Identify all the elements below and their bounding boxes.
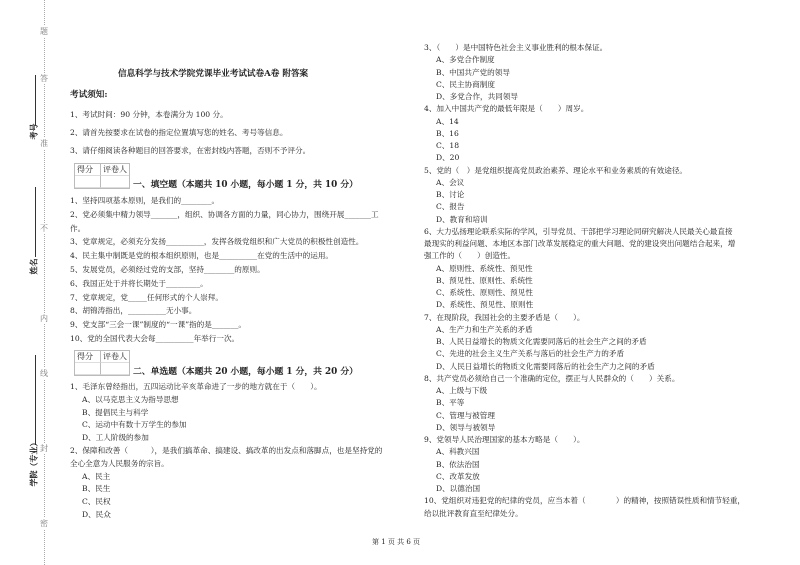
question-line: 3、（ ）是中国特色社会主义事业胜利的根本保证。: [424, 43, 608, 52]
question-line: 9、党支部“三会一课”制度的“一课”指的是_______。: [70, 320, 247, 330]
answer-option: D、以德治国: [436, 484, 481, 493]
answer-option: D、系统性、预见性、原则性: [436, 300, 534, 310]
answer-option: D、教育和培训: [436, 214, 488, 224]
answer-option: A、生产力和生产关系的矛盾: [436, 324, 533, 334]
score-cell: [75, 363, 101, 375]
grader-header: 评卷人: [103, 352, 127, 361]
answer-option: D、多党合作，共同领导: [436, 92, 519, 101]
question-line: 最现实的利益问题、本地区本部门改革发展稳定的重大问题、党的建设突出问题结合起来，增: [424, 239, 736, 248]
question-line: 8、胡锦涛指出，__________无小事。: [70, 306, 197, 316]
binding-char: 内: [40, 314, 48, 323]
grader-cell: [101, 176, 129, 188]
exam-no-line: [35, 75, 36, 125]
question-line: 5、发展党员，必须经过党的支部，坚持________的原则。: [70, 264, 265, 274]
answer-option: A、上级与下级: [436, 386, 488, 395]
answer-option: C、民权: [82, 497, 111, 507]
question-line: 6、大力弘扬理论联系实际的学风，引导党员、干部把学习理论同研究解决人民最关心最直接: [424, 226, 733, 236]
question-line: 2、党必须集中精力领导_______，组织、协调各方面的力量，同心协力，围绕开展_______工: [70, 209, 379, 219]
question-line: 10、党的全国代表大会每__________年举行一次。: [70, 333, 240, 343]
question-line: 8、共产党员必须给自己一个准确的定位，摆正与人民群众的（ ）关系。: [424, 373, 680, 383]
answer-option: A、以马克思主义为指导思想: [82, 394, 179, 404]
section-heading: 二、单选题（本题共 20 小题，每小题 1 分，共 20 分）: [133, 367, 358, 377]
binding-char: 线: [40, 369, 48, 378]
answer-option: B、预见性、原则性、系统性: [436, 275, 533, 285]
name-line: [35, 187, 36, 257]
answer-option: C、民主协商制度: [436, 79, 495, 89]
answer-option: D、20: [436, 153, 460, 163]
answer-option: A、14: [436, 116, 459, 126]
question-line: 给以批评教育直至纪律处分。: [424, 508, 523, 518]
answer-option: B、中国共产党的领导: [436, 67, 510, 77]
binding-char: 准: [40, 139, 48, 148]
question-line: 全心全意为人民服务的宗旨。: [70, 458, 169, 468]
answer-option: A、多党合作制度: [436, 55, 495, 65]
answer-option: B、依法治国: [436, 459, 480, 469]
score-cell: [75, 176, 101, 188]
binding-char: 题: [40, 27, 48, 36]
question-line: 6、我国正处于并将长期处于_________。: [70, 278, 208, 288]
choice-questions-right: [424, 42, 745, 520]
question-line: 10、党组织对违犯党的纪律的党员，应当本着（ ）的精神，按照错误性质和情节轻重，: [424, 496, 746, 506]
answer-option: C、报告: [436, 202, 465, 212]
question-line: 1、坚持四项基本原则，是我们的________。: [70, 196, 220, 205]
binding-line: [44, 0, 46, 565]
answer-option: A、会议: [436, 177, 465, 187]
question-line: 7、党章规定，党_____任何形式的个人崇拜。: [70, 292, 223, 302]
page-footer: 第 1 页 共 6 页: [372, 538, 421, 546]
binding-char: 不: [40, 224, 48, 233]
answer-option: C、管理与被管理: [436, 410, 495, 420]
question-line: 7、在现阶段，我国社会的主要矛盾是（ ）。: [424, 312, 585, 322]
score-header: 得分: [75, 164, 101, 176]
binding-char: 密: [40, 519, 48, 528]
answer-option: D、民众: [82, 509, 111, 519]
notice-item: 3、请仔细阅读各种题目的回答要求，在密封线内答题，否则不予评分。: [70, 146, 311, 155]
question-line: 4、民主集中制既是党的根本组织原则，也是__________在党的生活中的运用。: [70, 251, 334, 261]
question-line: 2、保障和改善（ ），是我们搞革命、搞建设、搞改革的出发点和落脚点，也是坚持党的: [70, 445, 383, 455]
answer-option: D、工人阶级的参加: [82, 433, 149, 443]
answer-option: D、领导与被领导: [436, 422, 496, 432]
answer-option: B、民生: [82, 484, 111, 494]
notice-heading: 考试须知:: [70, 90, 108, 100]
answer-option: A、民主: [82, 471, 111, 481]
answer-option: D、人民日益增长的物质文化需要同落后的社会生产力之间的矛盾: [436, 361, 655, 371]
binding-char: 封: [40, 444, 48, 453]
notice-item: 1、考试时间：90 分钟，本卷满分为 100 分。: [70, 110, 228, 119]
answer-option: B、平等: [436, 398, 465, 408]
notice-item: 2、请首先按要求在试卷的指定位置填写您的姓名、考号等信息。: [70, 128, 288, 137]
page-title: 信息科学与技术学院党课毕业考试试卷A卷 附答案: [118, 69, 309, 79]
question-line: 4、加入中国共产党的最低年限是（ ）周岁。: [424, 104, 589, 114]
answer-option: C、系统性、原则性、预见性: [436, 288, 533, 297]
answer-option: A、科教兴国: [436, 447, 480, 457]
score-header: 得分: [75, 351, 101, 363]
question-line: 3、党章规定，必须充分发扬__________，发挥各级党组织和广大党员的积极性创造性。: [70, 237, 364, 247]
grader-header: 评卷人: [103, 165, 127, 174]
question-line: 强工作的（ ）创造性。: [424, 251, 516, 261]
answer-option: C、先进的社会主义生产关系与落后的社会生产力的矛盾: [436, 349, 625, 359]
exam-no-label: 考号: [28, 123, 39, 140]
answer-option: B、16: [436, 128, 459, 138]
choice-questions-left: [70, 381, 382, 522]
binding-char: 答: [40, 74, 48, 83]
question-line: 作。: [70, 223, 86, 233]
answer-option: C、运动中有数十万学生的参加: [82, 420, 187, 430]
answer-option: C、改革发放: [436, 471, 480, 481]
answer-option: B、人民日益增长的物质文化需要同落后的社会生产之间的矛盾: [436, 337, 647, 346]
college-line: [35, 355, 36, 445]
question-line: 1、毛泽东曾经指出，五四运动比辛亥革命进了一步的地方就在于（ ）。: [70, 382, 322, 391]
score-box: [74, 163, 130, 189]
score-box: [74, 350, 130, 376]
question-line: 9、党领导人民治理国家的基本方略是（ ）。: [424, 435, 585, 444]
answer-option: A、原则性、系统性、预见性: [436, 263, 533, 273]
name-label: 姓名: [28, 258, 39, 275]
fill-in-questions: [70, 194, 379, 346]
answer-option: B、讨论: [436, 190, 465, 199]
answer-option: B、提倡民主与科学: [82, 407, 149, 417]
college-label: 学院（专业）: [28, 438, 39, 487]
question-line: 5、党的（ ）是党组织提高党员政治素养、理论水平和业务素质的有效途径。: [424, 165, 688, 175]
section-heading: 一、填空题（本题共 10 小题，每小题 1 分，共 10 分）: [133, 180, 358, 190]
answer-option: C、18: [436, 141, 460, 150]
grader-cell: [101, 363, 129, 375]
